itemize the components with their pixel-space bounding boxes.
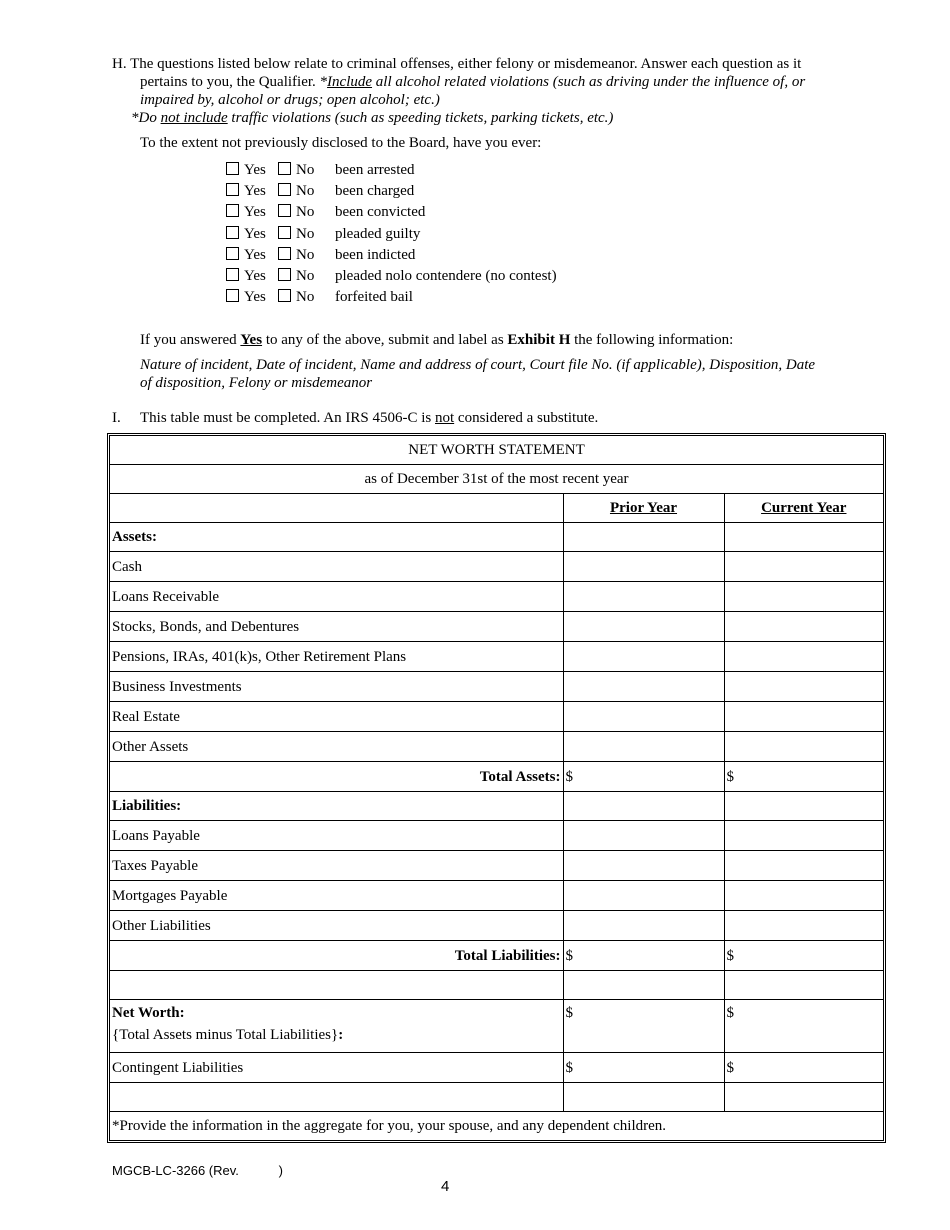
total-liabilities-label: Total Liabilities: [110, 941, 563, 971]
spacer-cell [724, 1083, 883, 1112]
net-worth-colon: : [338, 1027, 344, 1043]
no-checkbox[interactable] [278, 289, 291, 302]
footnote: *Provide the information in the aggregate for you, your spouse, and any dependent children. [110, 1112, 883, 1141]
yes-label: Yes [244, 204, 266, 220]
contingent-label: Contingent Liabilities [110, 1053, 563, 1083]
no-label: No [296, 268, 315, 284]
asset-label: Pensions, IRAs, 401(k)s, Other Retirement Plans [110, 642, 563, 672]
current-year-cell[interactable] [724, 1000, 883, 1053]
yes-checkbox[interactable] [226, 226, 239, 239]
asset-row [110, 582, 883, 612]
followup-start: If you answered [140, 332, 241, 348]
question-row [226, 246, 415, 266]
net-worth-label-cell [110, 1000, 563, 1053]
current-year-cell[interactable] [724, 941, 883, 971]
question-text: pleaded nolo contendere (no contest) [335, 268, 557, 284]
yes-option[interactable] [226, 203, 278, 221]
prior-year-header: Prior Year [563, 494, 724, 523]
no-option[interactable] [278, 161, 335, 179]
yes-label: Yes [244, 226, 266, 242]
no-option[interactable] [278, 182, 335, 200]
no-label: No [296, 183, 315, 199]
prior-year-cell[interactable] [563, 702, 724, 732]
question-row [226, 203, 425, 223]
no-option[interactable] [278, 288, 335, 306]
asset-row [110, 612, 883, 642]
section-h-star: * [319, 74, 328, 90]
current-year-cell[interactable] [724, 1053, 883, 1083]
current-year-cell[interactable] [724, 552, 883, 582]
yes-option[interactable] [226, 161, 278, 179]
section-h-line4 [131, 109, 613, 127]
question-row [226, 267, 557, 287]
dollar-sign: $ [565, 947, 573, 964]
current-year-cell[interactable] [724, 851, 883, 881]
liability-row [110, 851, 883, 881]
prior-year-cell[interactable] [563, 851, 724, 881]
prior-year-cell[interactable] [563, 672, 724, 702]
section-i-text [140, 409, 598, 427]
yes-checkbox[interactable] [226, 247, 239, 260]
no-label: No [296, 162, 315, 178]
spacer-cell [110, 971, 563, 1000]
net-worth-table [107, 433, 886, 1143]
liabilities-header-current [724, 792, 883, 821]
prior-year-cell[interactable] [563, 881, 724, 911]
liabilities-header-row [110, 792, 883, 821]
no-label: No [296, 226, 315, 242]
section-h-label: H. [112, 56, 127, 72]
followup-yes: Yes [240, 332, 263, 348]
current-year-cell[interactable] [724, 762, 883, 792]
net-worth-formula-text: {Total Assets minus Total Liabilities} [112, 1027, 339, 1043]
current-year-cell[interactable] [724, 672, 883, 702]
total-assets-row [110, 762, 883, 792]
prior-year-cell[interactable] [563, 1000, 724, 1053]
question-text: been arrested [335, 162, 415, 178]
dollar-sign: $ [565, 768, 573, 785]
liability-label: Other Liabilities [110, 911, 563, 941]
no-option[interactable] [278, 246, 335, 264]
no-checkbox[interactable] [278, 162, 291, 175]
liability-row [110, 911, 883, 941]
asset-row [110, 552, 883, 582]
subtitle-row [110, 465, 883, 494]
no-checkbox[interactable] [278, 268, 291, 281]
section-h-line2 [140, 73, 805, 91]
question-text: pleaded guilty [335, 226, 421, 242]
section-h-text-line1: The questions listed below relate to criminal offenses, either felony or misdemeanor. Answer each question as it [130, 56, 802, 72]
question-row [226, 225, 420, 245]
prior-year-cell[interactable] [563, 612, 724, 642]
section-h-line3: impaired by, alcohol or drugs; open alcohol; etc.) [140, 92, 440, 108]
prior-year-cell[interactable] [563, 941, 724, 971]
spacer-cell [563, 971, 724, 1000]
header-blank [110, 494, 563, 523]
spacer-row [110, 1083, 883, 1112]
prior-year-cell[interactable] [563, 552, 724, 582]
asset-row [110, 642, 883, 672]
section-h-line4-rest: traffic violations (such as speeding tickets, parking tickets, etc.) [227, 110, 614, 126]
section-h-prompt: To the extent not previously disclosed to the Board, have you ever: [140, 135, 542, 151]
spacer-cell [724, 971, 883, 1000]
prior-year-cell[interactable] [563, 732, 724, 762]
yes-option[interactable] [226, 267, 278, 285]
section-h-not-include: not include [160, 110, 228, 126]
net-worth-label: Net Worth: [112, 1005, 185, 1021]
net-worth-subtitle: as of December 31st of the most recent year [110, 465, 883, 494]
question-row [226, 182, 414, 202]
asset-label: Stocks, Bonds, and Debentures [110, 612, 563, 642]
dollar-sign: $ [726, 768, 734, 785]
section-h-include: Include [327, 74, 373, 90]
question-row [226, 288, 413, 308]
asset-label: Real Estate [110, 702, 563, 732]
assets-header-current [724, 523, 883, 552]
yes-label: Yes [244, 183, 266, 199]
current-year-cell[interactable] [724, 612, 883, 642]
yes-option[interactable] [226, 288, 278, 306]
asset-label: Business Investments [110, 672, 563, 702]
yes-label: Yes [244, 162, 266, 178]
liability-label: Taxes Payable [110, 851, 563, 881]
prior-year-cell[interactable] [563, 762, 724, 792]
asset-label: Other Assets [110, 732, 563, 762]
form-id: MGCB-LC-3266 (Rev. ) [112, 1163, 283, 1178]
current-year-cell[interactable] [724, 702, 883, 732]
followup-mid: to any of the above, submit and label as [262, 332, 508, 348]
no-option[interactable] [278, 225, 335, 243]
section-i-not: not [434, 410, 455, 426]
net-worth-formula [112, 1026, 561, 1044]
current-year-header: Current Year [724, 494, 883, 523]
followup-exhibit: Exhibit H [507, 332, 571, 348]
yes-option[interactable] [226, 182, 278, 200]
page-number: 4 [441, 1178, 450, 1195]
net-worth-title: NET WORTH STATEMENT [110, 436, 883, 465]
info-line2: of disposition, Felony or misdemeanor [140, 375, 373, 391]
dollar-sign: $ [565, 1059, 573, 1076]
spacer-row [110, 971, 883, 1000]
section-h-do: *Do [131, 110, 161, 126]
yes-checkbox[interactable] [226, 162, 239, 175]
prior-year-cell[interactable] [563, 911, 724, 941]
section-h-line2-plain: pertains to you, the Qualifier. [140, 74, 320, 90]
current-year-cell[interactable] [724, 881, 883, 911]
question-text: been convicted [335, 204, 426, 220]
prior-year-cell[interactable] [563, 582, 724, 612]
question-row [226, 161, 415, 181]
footnote-row [110, 1112, 883, 1141]
yes-label: Yes [244, 289, 266, 305]
prior-year-cell[interactable] [563, 1053, 724, 1083]
question-text: forfeited bail [335, 289, 413, 305]
title-row [110, 436, 883, 465]
asset-row [110, 702, 883, 732]
asset-row [110, 732, 883, 762]
liability-row [110, 881, 883, 911]
liability-label: Loans Payable [110, 821, 563, 851]
section-h-line1 [112, 55, 801, 73]
question-text: been indicted [335, 247, 416, 263]
yes-checkbox[interactable] [226, 268, 239, 281]
section-h-line2-rest: all alcohol related violations (such as driving under the influence of, or [372, 74, 806, 90]
no-label: No [296, 204, 315, 220]
no-option[interactable] [278, 267, 335, 285]
net-worth-row [110, 1000, 883, 1053]
asset-label: Cash [110, 552, 563, 582]
current-year-cell[interactable] [724, 821, 883, 851]
current-year-cell[interactable] [724, 911, 883, 941]
question-text: been charged [335, 183, 415, 199]
current-year-cell[interactable] [724, 582, 883, 612]
current-year-cell[interactable] [724, 642, 883, 672]
yes-checkbox[interactable] [226, 204, 239, 217]
section-i-end: considered a substitute. [454, 410, 599, 426]
section-i-label: I. [112, 410, 121, 426]
section-i-start: This table must be completed. An IRS 4506-C is [140, 410, 435, 426]
assets-header-row [110, 523, 883, 552]
yes-label: Yes [244, 268, 266, 284]
yes-option[interactable] [226, 225, 278, 243]
liabilities-header-prior [563, 792, 724, 821]
yes-option[interactable] [226, 246, 278, 264]
no-checkbox[interactable] [278, 183, 291, 196]
followup-instruction [140, 331, 733, 349]
assets-header-prior [563, 523, 724, 552]
no-checkbox[interactable] [278, 204, 291, 217]
dollar-sign: $ [726, 947, 734, 964]
followup-end: the following information: [570, 332, 734, 348]
contingent-row [110, 1053, 883, 1083]
liability-row [110, 821, 883, 851]
dollar-sign: $ [565, 1005, 573, 1021]
dollar-sign: $ [726, 1059, 734, 1076]
assets-header: Assets: [110, 523, 563, 552]
no-checkbox[interactable] [278, 247, 291, 260]
prior-year-cell[interactable] [563, 821, 724, 851]
spacer-cell [563, 1083, 724, 1112]
no-label: No [296, 289, 315, 305]
current-year-cell[interactable] [724, 732, 883, 762]
liabilities-header: Liabilities: [110, 792, 563, 821]
liability-label: Mortgages Payable [110, 881, 563, 911]
asset-row [110, 672, 883, 702]
no-checkbox[interactable] [278, 226, 291, 239]
column-header-row [110, 494, 883, 523]
prior-year-cell[interactable] [563, 642, 724, 672]
total-liabilities-row [110, 941, 883, 971]
info-line1: Nature of incident, Date of incident, Name and address of court, Court file No. (if applicable), Disposition, Date [140, 357, 816, 373]
spacer-cell [110, 1083, 563, 1112]
yes-checkbox[interactable] [226, 183, 239, 196]
total-assets-label: Total Assets: [110, 762, 563, 792]
asset-label: Loans Receivable [110, 582, 563, 612]
no-label: No [296, 247, 315, 263]
no-option[interactable] [278, 203, 335, 221]
yes-label: Yes [244, 247, 266, 263]
dollar-sign: $ [726, 1005, 734, 1021]
yes-checkbox[interactable] [226, 289, 239, 302]
